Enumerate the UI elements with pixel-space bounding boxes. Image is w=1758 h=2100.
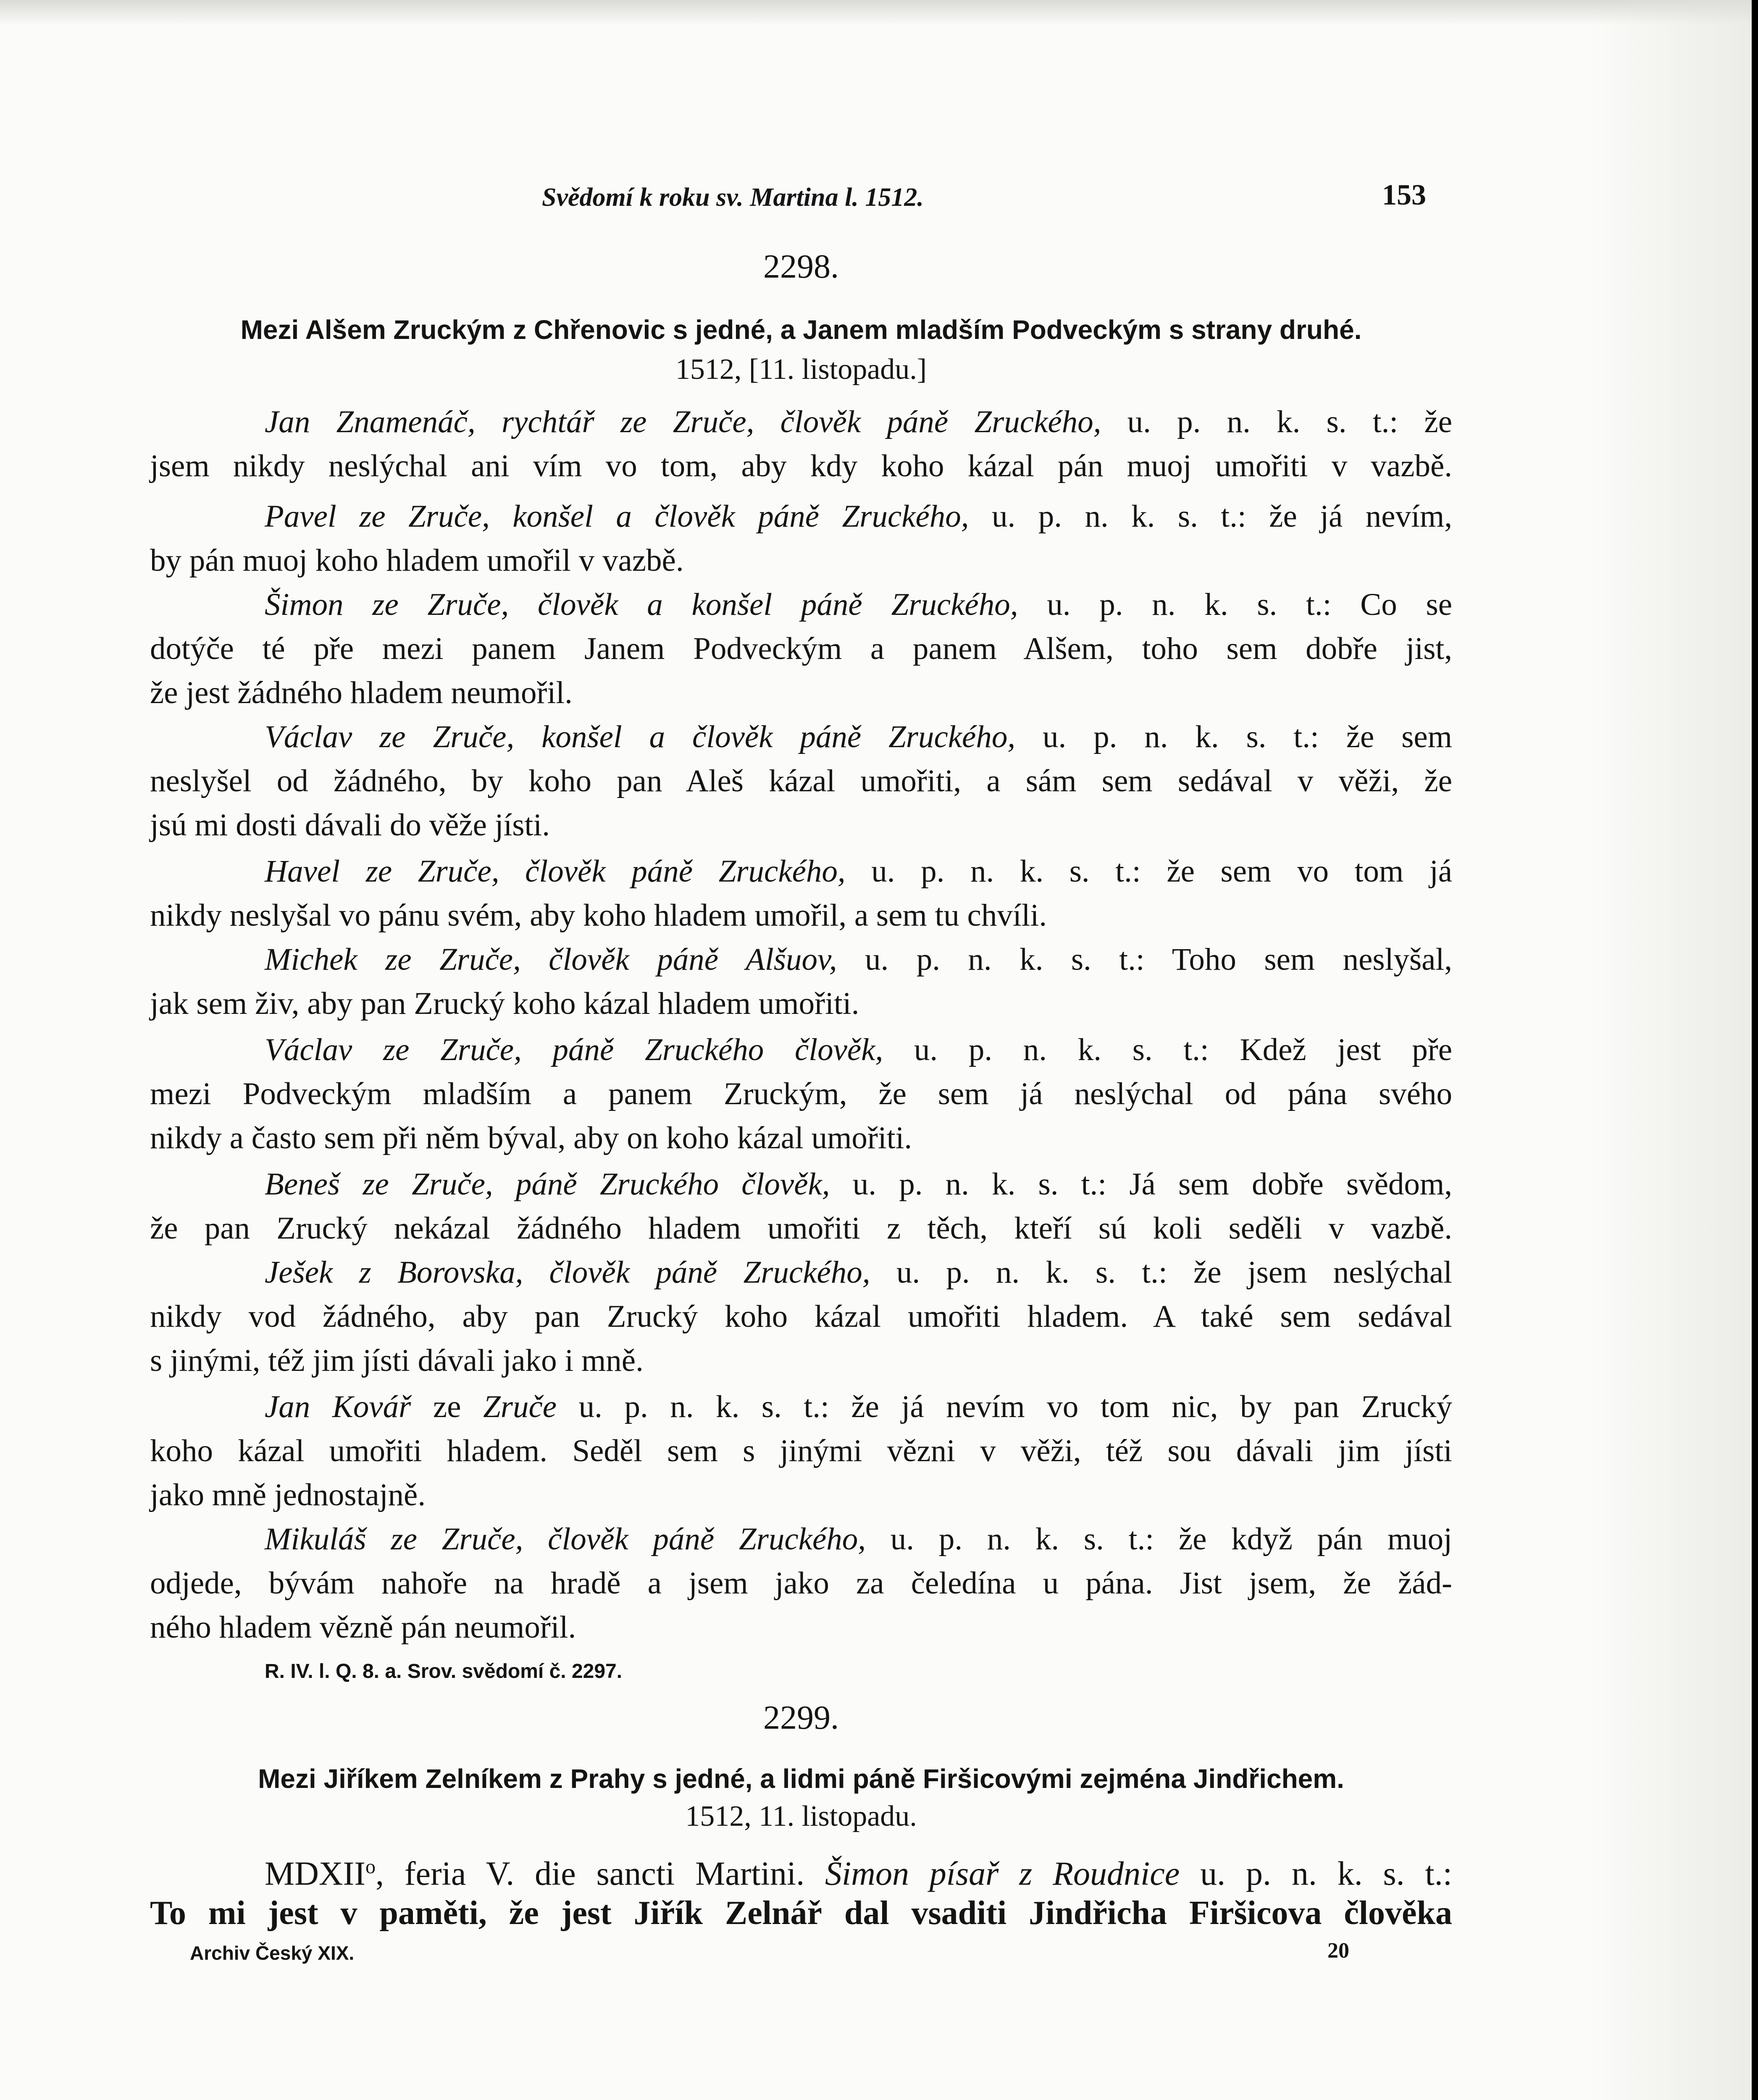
entry-heading-2299: Mezi Jiříkem Zelníkem z Prahy s jedné, a lidmi páně Firšicovými zejména Jindřichem. (258, 1764, 1344, 1794)
witness-name: Šimon ze Zruče, člověk a konšel páně Zruckého, (265, 587, 1018, 622)
testimony-line (265, 1518, 1452, 1560)
witness-name: Mikuláš ze Zruče, člověk páně Zruckého, (265, 1522, 866, 1557)
witness-name: Beneš ze Zruče, páně Zruckého člověk, (265, 1167, 830, 1202)
testimony-line: nikdy a často sem při něm býval, aby on koho kázal umořiti. (150, 1121, 912, 1155)
testimony-line: To mi jest v paměti, že jest Jiřík Zelnář dal vsaditi Jindřicha Firšicova člověka (150, 1895, 1452, 1932)
witness-name: Jan Kovář (265, 1389, 411, 1424)
testimony-text: u. p. n. k. s. t.: že jsem neslýchal (896, 1255, 1452, 1290)
testimony-line: neslyšel od žádného, by koho pan Aleš kázal umořiti, a sám sem sedával v věži, že (150, 764, 1452, 798)
witness-name: Jan Znamenáč, rychtář ze Zruče, člověk páně Zruckého, (265, 404, 1101, 439)
testimony-line: že jest žádného hladem neumořil. (150, 675, 573, 710)
scan-shadow-top (0, 0, 1752, 25)
testimony-line (265, 401, 1452, 443)
page-number: 153 (1382, 179, 1426, 211)
source-reference: R. IV. l. Q. 8. a. Srov. svědomí č. 2297. (265, 1660, 623, 1683)
witness-connector: ze (411, 1389, 484, 1424)
testimony-line (265, 496, 1452, 538)
testimony-text: u. p. n. k. s. t.: (1200, 1855, 1452, 1893)
witness-name: Pavel ze Zruče, konšel a člověk páně Zruckého, (265, 499, 969, 534)
testimony-text: u. p. n. k. s. t.: Kdež jest pře (914, 1032, 1452, 1067)
testimony-line: dotýče té pře mezi panem Janem Podveckým a panem Alšem, toho sem dobře jist, (150, 631, 1452, 666)
witness-place: Zruče (483, 1389, 557, 1424)
witness-name: Ješek z Borovska, člověk páně Zruckého, (265, 1255, 870, 1290)
testimony-line (265, 939, 1452, 981)
testimony-text: u. p. n. k. s. t.: že když pán muoj (890, 1522, 1452, 1557)
testimony-text: u. p. n. k. s. t.: že sem vo tom já (871, 854, 1452, 889)
testimony-text: u. p. n. k. s. t.: že (1127, 404, 1452, 439)
testimony-line: jak sem živ, aby pan Zrucký koho kázal hladem umořiti. (150, 986, 859, 1021)
testimony-line: koho kázal umořiti hladem. Seděl sem s jinými vězni v věži, též sou dávali jim jísti (150, 1433, 1452, 1468)
testimony-line (265, 1163, 1452, 1205)
sheet-number: 20 (1327, 1939, 1349, 1963)
witness-name: Havel ze Zruče, člověk páně Zruckého, (265, 854, 846, 889)
testimony-line: jsem nikdy neslýchal ani vím vo tom, aby kdy koho kázal pán muoj umořiti v vazbě. (150, 449, 1452, 483)
testimony-line: mezi Podveckým mladším a panem Zruckým, že sem já neslýchal od pána svého (150, 1076, 1452, 1111)
testimony-line: že pan Zrucký nekázal žádného hladem umořiti z těch, kteří sú koli seděli v vazbě. (150, 1211, 1452, 1246)
testimony-text: u. p. n. k. s. t.: že já nevím, (992, 499, 1453, 534)
testimony-text: u. p. n. k. s. t.: Toho sem neslyšal, (865, 942, 1453, 977)
testimony-text: u. p. n. k. s. t.: že sem (1043, 719, 1453, 754)
entry-heading-2298: Mezi Alšem Zruckým z Chřenovic s jedné, a Janem mladším Podveckým s strany druhé. (240, 315, 1362, 345)
entry-date-2298: 1512, [11. listopadu.] (675, 353, 927, 386)
date-feria: , feria V. die sancti Martini. (375, 1855, 805, 1893)
scan-shadow-right (1588, 0, 1752, 2100)
testimony-line: nikdy neslyšal vo pánu svém, aby koho hladem umořil, a sem tu chvíli. (150, 898, 1047, 933)
entry-number-2299: 2299. (763, 1699, 839, 1736)
testimony-line (265, 1386, 1452, 1428)
date-roman: MDXII (265, 1855, 365, 1893)
testimony-line: ného hladem vězně pán neumořil. (150, 1610, 576, 1645)
date-superscript: o (365, 1856, 376, 1878)
testimony-text: u. p. n. k. s. t.: Co se (1047, 587, 1453, 622)
signature-mark: Archiv Český XIX. (190, 1942, 355, 1964)
witness-name: Václav ze Zruče, konšel a člověk páně Zruckého, (265, 719, 1016, 754)
testimony-text: u. p. n. k. s. t.: že já nevím vo tom nic, by pan Zrucký (578, 1389, 1453, 1424)
testimony-line (265, 1029, 1452, 1071)
testimony-line: jsú mi dosti dávali do věže jísti. (150, 808, 550, 843)
witness-name: Michek ze Zruče, člověk páně Alšuov, (265, 942, 837, 977)
testimony-line (265, 850, 1452, 892)
testimony-line: jako mně jednostajně. (150, 1478, 426, 1512)
testimony-line: by pán muoj koho hladem umořil v vazbě. (150, 543, 684, 578)
entry-opening-line (265, 1846, 1452, 1895)
witness-name: Václav ze Zruče, páně Zruckého člověk, (265, 1032, 883, 1067)
testimony-line (265, 716, 1452, 758)
testimony-line: s jinými, též jim jísti dávali jako i mně. (150, 1343, 644, 1378)
entry-date-2299: 1512, 11. listopadu. (685, 1800, 917, 1832)
testimony-line (265, 584, 1452, 626)
testimony-text: u. p. n. k. s. t.: Já sem dobře svědom, (852, 1167, 1453, 1202)
running-header-title: Svědomí k roku sv. Martina l. 1512. (542, 183, 924, 212)
testimony-line (265, 1252, 1452, 1294)
testimony-line: odjede, bývám nahoře na hradě a jsem jako za čeledína u pána. Jist jsem, že žád- (150, 1566, 1452, 1601)
witness-name: Šimon písař z Roudnice (825, 1855, 1180, 1893)
entry-number-2298: 2298. (763, 248, 839, 285)
testimony-line: nikdy vod žádného, aby pan Zrucký koho kázal umořiti hladem. A také sem sedával (150, 1299, 1452, 1334)
